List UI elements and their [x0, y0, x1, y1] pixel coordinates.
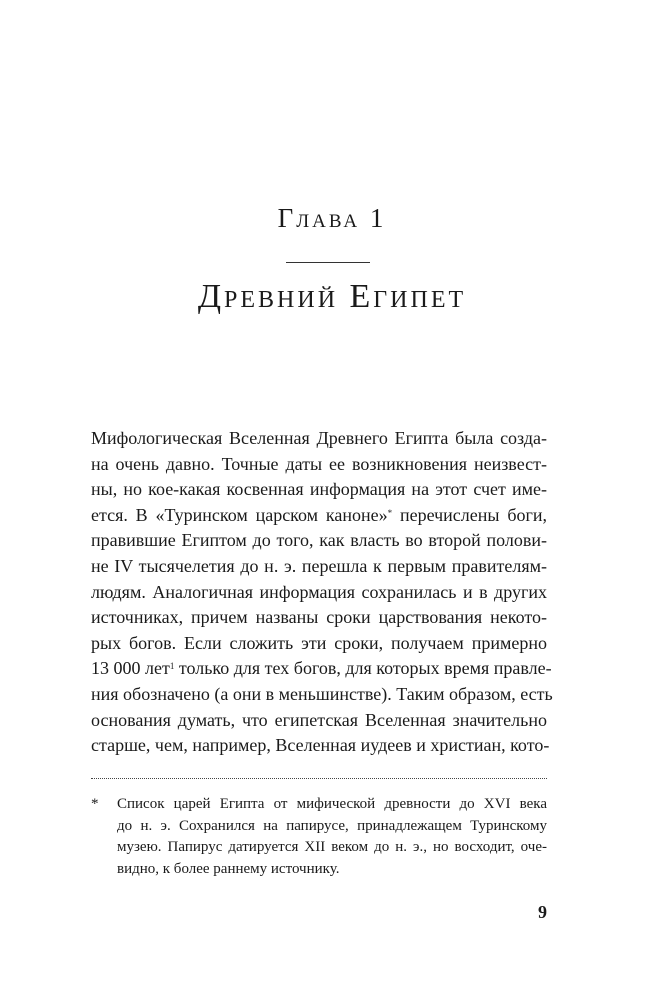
body-line-text: 13 000 лет [91, 658, 170, 679]
footnote-line: до н. э. Сохранился на папирусе, принадлежащем Туринскому [117, 817, 547, 834]
body-line: правившие Египтом до того, как власть во второй полови- [91, 530, 547, 551]
footnote-line: видно, к более раннему источнику. [117, 860, 340, 877]
body-line: ния обозначено (а они в меньшинстве). Таким образом, есть [91, 683, 553, 704]
footnote-reference[interactable]: * [387, 507, 393, 518]
body-line: источниках, причем названы сроки царствования некото- [91, 607, 547, 628]
body-line: Мифологическая Вселенная Древнего Египта была созда- [91, 428, 547, 448]
body-paragraph [91, 426, 553, 759]
footnote-marker: * [91, 796, 99, 812]
body-line: рых богов. Если сложить эти сроки, получаем примерно [91, 632, 547, 653]
body-line-text: только для тех богов, для которых время правле- [174, 658, 552, 679]
chapter-title: Древний Египет [197, 278, 467, 315]
body-line-text: перечислены боги, [392, 504, 547, 525]
endnote-reference[interactable]: 1 [169, 661, 175, 672]
footnote-line: Список царей Египта от мифической древности до XVI века [117, 796, 547, 812]
body-line: людям. Аналогичная информация сохранилась и в других [91, 581, 547, 602]
body-line: ны, но кое-какая косвенная информация на этот счет име- [91, 479, 547, 500]
chapter-divider [286, 262, 370, 263]
footnote-line: музею. Папирус датируется XII веком до н. э., но восходит, оче- [117, 839, 547, 855]
footnote-text [117, 794, 547, 880]
body-line [91, 656, 552, 682]
chapter-label: Глава 1 [277, 203, 387, 233]
body-line: старше, чем, например, Вселенная иудеев и христиан, кото- [91, 735, 550, 756]
page-number: 9 [538, 902, 547, 922]
body-line: не IV тысячелетия до н. э. перешла к первым правителям- [91, 555, 547, 576]
body-line-text: ется. В «Туринском царском каноне» [91, 504, 388, 525]
body-line [91, 503, 547, 529]
body-line: основания думать, что египетская Вселенная значительно [91, 709, 547, 730]
body-line: на очень давно. Точные даты ее возникновения неизвест- [91, 453, 547, 474]
footnote-divider [91, 778, 547, 779]
